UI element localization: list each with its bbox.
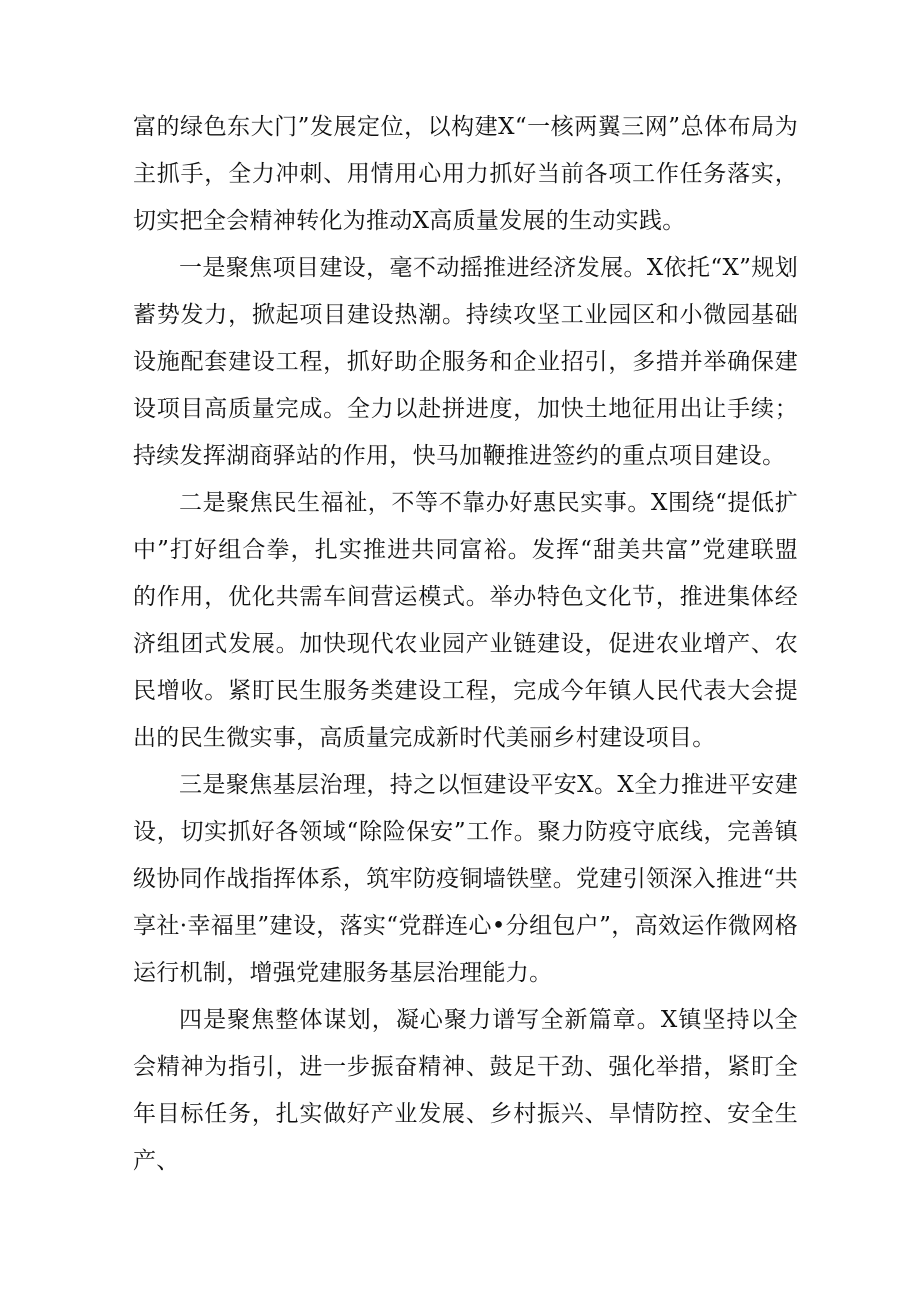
paragraph-overall-planning: 四是聚焦整体谋划，凝心聚力谱写全新篇章。X镇坚持以全会精神为指引，进一步振奋精神、鼓足干劲、强化举措，紧盯全年目标任务，扎实做好产业发展、乡村振兴、旱情防控、安全生产、: [133, 1007, 798, 1174]
paragraph-project-construction: 一是聚焦项目建设，毫不动摇推进经济发展。X依托“X”规划蓄势发力，掀起项目建设热潮。持续攻坚工业园区和小微园基础设施配套建设工程，抓好助企服务和企业招引，多措并举确保建设项目高质量完成。全力以赴拼进度，加快土地征用出让手续；持续发挥湖商驿站的作用，快马加鞭推进签约的重点项目建设。: [133, 255, 798, 469]
paragraph-grassroots-governance: 三是聚焦基层治理，持之以恒建设平安X。X全力推进平安建设，切实抓好各领域“除险保安”工作。聚力防疫守底线，完善镇级协同作战指挥体系，筑牢防疫铜墙铁壁。党建引领深入推进“共享社·幸福里”建设，落实“党群连心•分组包户”，高效运作微网格运行机制，增强党建服务基层治理能力。: [133, 772, 798, 986]
document-body: [133, 104, 798, 1185]
paragraph-livelihood: 二是聚焦民生福祉，不等不靠办好惠民实事。X围绕“提低扩中”打好组合拳，扎实推进共同富裕。发挥“甜美共富”党建联盟的作用，优化共需车间营运模式。举办特色文化节，推进集体经济组团式发展。加快现代农业园产业链建设，促进农业增产、农民增收。紧盯民生服务类建设工程，完成今年镇人民代表大会提出的民生微实事，高质量完成新时代美丽乡村建设项目。: [133, 490, 798, 751]
paragraph-continuation: 富的绿色东大门”发展定位，以构建X“一核两翼三网”总体布局为主抓手，全力冲刺、用情用心用力抓好当前各项工作任务落实，切实把全会精神转化为推动X高质量发展的生动实践。: [133, 114, 798, 234]
